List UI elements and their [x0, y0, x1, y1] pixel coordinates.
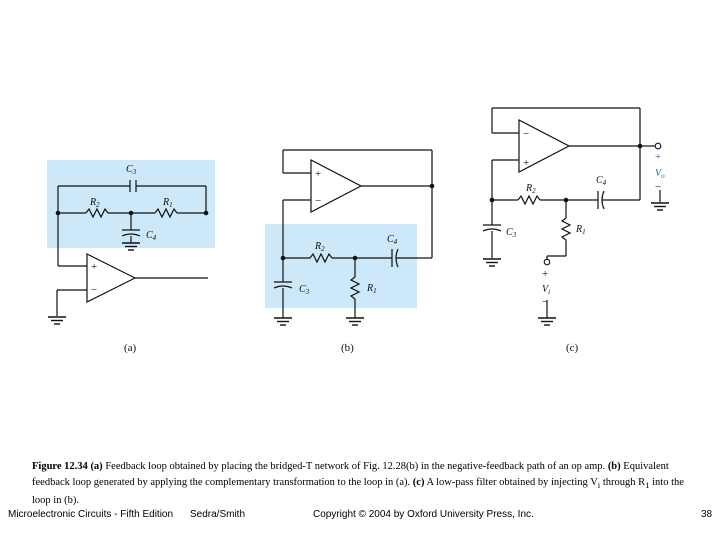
- label-c3-a: $C_3$: [126, 164, 137, 176]
- panel-b-label: (b): [341, 342, 354, 354]
- highlight-box-b: [265, 224, 417, 308]
- footer-book-title: Microelectronic Circuits - Fifth Edition: [8, 509, 174, 520]
- label-c3-b: $C_3$: [299, 284, 310, 296]
- opamp-c-plus-sign: +: [523, 157, 530, 169]
- label-r2-c: $R_2$: [526, 183, 536, 195]
- output-plus-sign: +: [655, 151, 662, 163]
- opamp-b-minus-sign: −: [315, 195, 322, 207]
- panel-c-label: (c): [566, 342, 579, 354]
- label-c3-c: $C_3$: [506, 227, 517, 239]
- caption-part-b-text: Equivalent feedback loop generated by applying the complementary transformation to the loop in (a).: [32, 461, 669, 488]
- opamp-b-plus-sign: +: [315, 168, 322, 180]
- label-c4-c: $C_4$: [596, 175, 607, 187]
- panel-c: [483, 108, 669, 354]
- input-voltage-label: $V_i$: [542, 284, 551, 296]
- label-r1-a: $R_1$: [163, 197, 173, 209]
- input-minus-sign: −: [542, 296, 549, 308]
- caption-part-c-text: A low-pass filter obtained by injecting $V_i$ through $R_1$ into the loop in (b).: [32, 477, 684, 507]
- input-plus-sign: +: [542, 268, 549, 280]
- footer-copyright: Copyright © 2004 by Oxford University Press, Inc.: [313, 509, 534, 520]
- opamp-c-minus-sign: −: [523, 128, 530, 140]
- figure-caption: [32, 459, 692, 509]
- label-c4-b: $C_4$: [387, 234, 398, 246]
- footer-authors: Sedra/Smith: [190, 509, 246, 520]
- caption-part-c-tag: (c): [412, 477, 425, 488]
- label-r2-a: $R_2$: [90, 197, 100, 209]
- caption-part-a-tag: (a): [90, 461, 103, 472]
- panel-a-label: (a): [124, 342, 137, 354]
- opamp-a-minus-sign: −: [91, 284, 98, 296]
- output-voltage-label: $V_o$: [655, 168, 665, 180]
- output-minus-sign: −: [655, 181, 662, 193]
- caption-part-a-text: Feedback loop obtained by placing the bridged-T network of Fig. 12.28(b) in the negative-feedback path of an op amp.: [105, 461, 606, 472]
- label-r1-c: $R_1$: [576, 224, 586, 236]
- panel-b: [265, 150, 434, 354]
- label-r2-b: $R_2$: [315, 241, 325, 253]
- label-c4-a: $C_4$: [146, 230, 157, 242]
- label-r1-b: $R_1$: [367, 283, 377, 295]
- panel-a: [47, 160, 215, 354]
- caption-part-b-tag: (b): [607, 461, 621, 472]
- opamp-a-plus-sign: +: [91, 261, 98, 273]
- caption-figure-number: Figure 12.34: [32, 461, 88, 472]
- footer-page-number: 38: [701, 509, 713, 520]
